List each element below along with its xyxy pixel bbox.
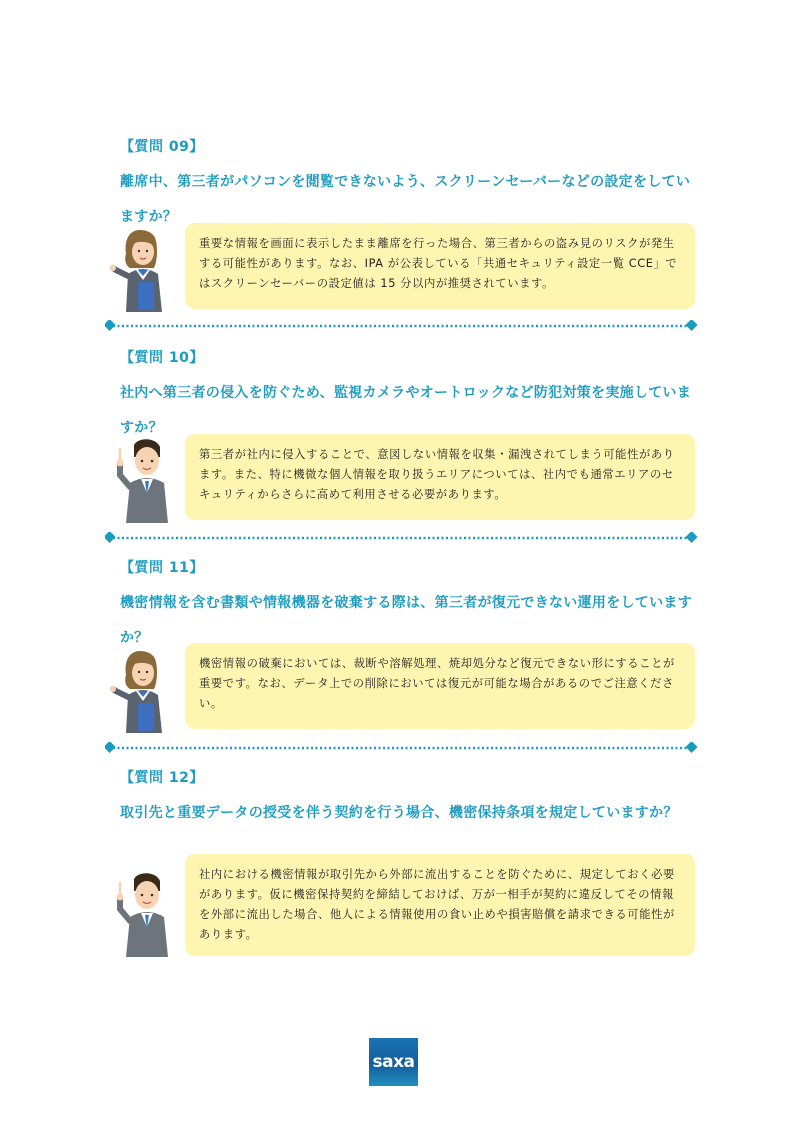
question-text: 社内へ第三者の侵入を防ぐため、監視カメラやオートロックなど防犯対策を実施していますか？ xyxy=(120,385,692,436)
question-text: 取引先と重要データの授受を伴う契約を行う場合、機密保持条項を規定していますか？ xyxy=(120,805,678,821)
question-section-12 xyxy=(110,767,700,967)
man-character-icon xyxy=(110,435,180,523)
question-text: 機密情報を含む書類や情報機器を破棄する際は、第三者が復元できない運用をしていますか？ xyxy=(120,595,692,646)
answer-bubble: 機密情報の破棄においては、裁断や溶解処理、焼却処分など復元できない形にすることが重要です。なお、データ上での削除においては復元が可能な場合があるのでご注意ください。 xyxy=(185,643,695,729)
section-divider xyxy=(105,532,699,544)
question-text: 離席中、第三者がパソコンを閲覧できないよう、スクリーンセーバーなどの設定をしていますか？ xyxy=(120,174,691,225)
question-section-09 xyxy=(110,136,700,316)
woman-character-icon xyxy=(110,224,180,312)
man-character-icon xyxy=(110,869,180,957)
question-number: 【質問 10】 xyxy=(120,350,204,366)
answer-bubble: 重要な情報を画面に表示したまま離席を行った場合、第三者からの盗み見のリスクが発生する可能性があります。なお、IPA が公表している「共通セキュリティ設定一覧 CCE」ではスクリーンセーバーの設定値は 15 分以内が推奨されています。 xyxy=(185,223,695,309)
section-divider xyxy=(105,742,699,754)
answer-bubble: 第三者が社内に侵入することで、意図しない情報を収集・漏洩されてしまう可能性があります。また、特に機微な個人情報を取り扱うエリアについては、社内でも通常エリアのセキュリティからさらに高めて利用させる必要があります。 xyxy=(185,434,695,520)
question-section-10 xyxy=(110,347,700,527)
section-divider xyxy=(105,320,699,332)
saxa-logo: saxa xyxy=(369,1038,418,1086)
question-section-11 xyxy=(110,557,700,737)
woman-character-icon xyxy=(110,645,180,733)
question-number: 【質問 09】 xyxy=(120,139,204,155)
answer-bubble: 社内における機密情報が取引先から外部に流出することを防ぐために、規定しておく必要があります。仮に機密保持契約を締結しておけば、万が一相手が契約に違反してその情報を外部に流出した場合、他人による情報使用の食い止めや損害賠償を請求できる可能性があります。 xyxy=(185,854,695,956)
question-number: 【質問 12】 xyxy=(120,770,204,786)
question-number: 【質問 11】 xyxy=(120,560,204,576)
